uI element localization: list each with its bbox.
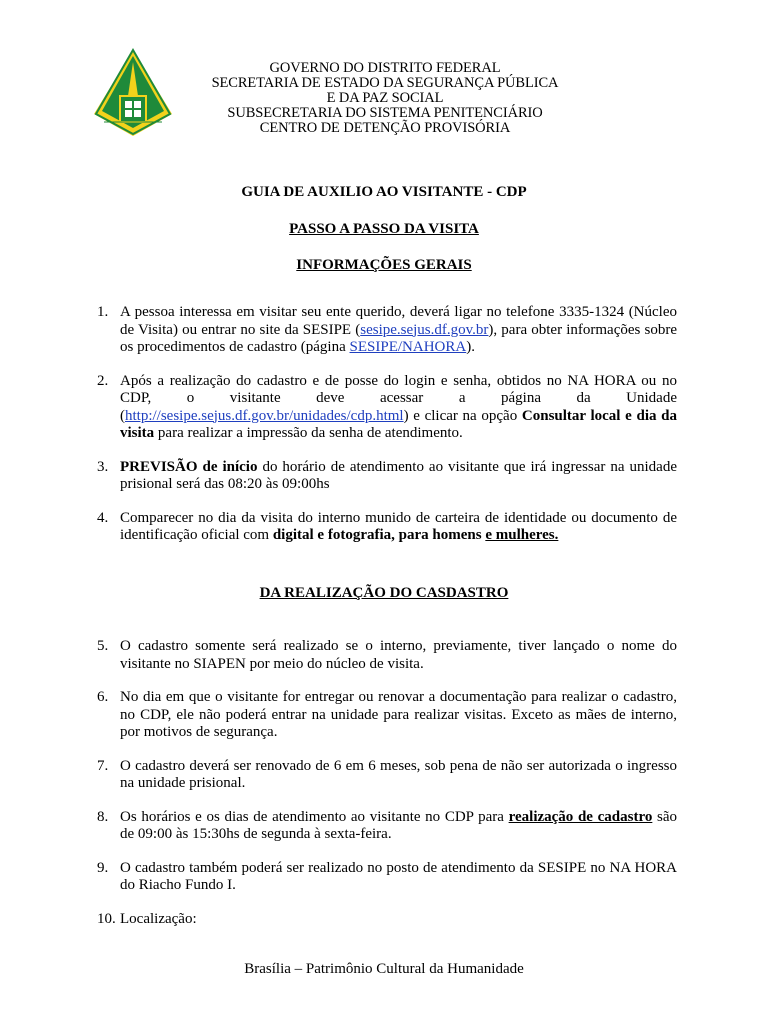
item-number: 1. bbox=[97, 304, 109, 320]
item-text: O cadastro deverá ser renovado de 6 em 6 meses, sob pena de não ser autorizada o ingresso na unidade prisional. bbox=[120, 757, 677, 791]
item-number: 9. bbox=[97, 859, 109, 876]
id-requirement-text: digital e fotografia, para homens bbox=[272, 527, 486, 543]
item-number: 3. bbox=[97, 458, 109, 475]
consult-visit-option-text: Consultar local e dia da visita bbox=[120, 407, 677, 441]
item-text-part: são de 09:00 às 15:30hs de segunda à sexta-feira. bbox=[120, 808, 677, 842]
item-text: Localização: bbox=[120, 910, 197, 927]
item-text: O cadastro também poderá ser realizado no posto de atendimento da SESIPE no NA HORA do Riacho Fundo I. bbox=[120, 859, 677, 893]
registration-title: DA REALIZAÇÃO DO CASDASTRO bbox=[259, 585, 509, 601]
item-text-part: ) e clicar na opção bbox=[403, 407, 522, 424]
item-number: 7. bbox=[97, 757, 109, 774]
item-text bbox=[120, 809, 677, 844]
list-item bbox=[97, 809, 677, 844]
item-number: 2. bbox=[97, 372, 109, 389]
guide-title: GUIA DE AUXILIO AO VISITANTE - CDP bbox=[241, 184, 527, 200]
list-item bbox=[97, 373, 677, 443]
women-requirement-text: e mulheres. bbox=[485, 527, 559, 543]
item-number: 4. bbox=[97, 509, 109, 526]
item-text-part: Comparecer no dia da visita do interno munido de carteira de identidade ou documento de identificação oficial com bbox=[120, 509, 677, 543]
list-item bbox=[97, 304, 677, 357]
sesipe-nahora-link[interactable]: SESIPE/NAHORA bbox=[349, 339, 467, 355]
item-number: 6. bbox=[97, 689, 109, 705]
page-footer: Brasília – Patrimônio Cultural da Humanidade bbox=[244, 961, 524, 977]
cdp-unit-page-link[interactable]: http://sesipe.sejus.df.gov.br/unidades/cdp.html bbox=[125, 407, 404, 424]
list-item bbox=[97, 860, 677, 895]
item-text: No dia em que o visitante for entregar ou renovar a documentação para realizar o cadastro, no CDP, ele não poderá entrar na unidade para realizar visitas. Exceto as mães de interno, por motivos de segurança. bbox=[120, 689, 677, 740]
item-text-part: para realizar a impressão da senha de atendimento. bbox=[154, 425, 463, 441]
item-text bbox=[120, 373, 677, 443]
item-number: 10. bbox=[97, 910, 116, 927]
item-text-part: Os horários e os dias de atendimento ao visitante no CDP para bbox=[120, 808, 509, 825]
general-info-title: INFORMAÇÕES GERAIS bbox=[296, 257, 472, 273]
item-number: 5. bbox=[97, 638, 109, 654]
header-line-social-peace: E DA PAZ SOCIAL bbox=[326, 90, 444, 106]
item-number: 8. bbox=[97, 808, 109, 825]
registration-list bbox=[97, 638, 677, 944]
start-forecast-text: PREVISÃO de início bbox=[120, 458, 258, 475]
header-line-subsecretariat: SUBSECRETARIA DO SISTEMA PENITENCIÁRIO bbox=[227, 105, 543, 121]
list-item bbox=[97, 758, 677, 793]
header-line-government: GOVERNO DO DISTRITO FEDERAL bbox=[269, 60, 501, 76]
item-text bbox=[120, 510, 677, 545]
header-line-secretariat: SECRETARIA DE ESTADO DA SEGURANÇA PÚBLICA bbox=[211, 75, 559, 91]
list-item bbox=[97, 689, 677, 742]
list-item bbox=[97, 459, 677, 494]
list-item bbox=[97, 638, 677, 673]
general-info-list bbox=[97, 304, 677, 561]
brasilia-coat-of-arms-emblem bbox=[92, 48, 174, 140]
item-text-part: A pessoa interessa em visitar seu ente querido, deverá ligar no telefone 3335-1324 (Núcleo de Visita) ou entrar no site da SESIPE ( bbox=[120, 304, 677, 338]
header-line-detention-center: CENTRO DE DETENÇÃO PROVISÓRIA bbox=[259, 120, 511, 136]
item-text-part: ). bbox=[466, 339, 475, 355]
sesipe-site-link[interactable]: sesipe.sejus.df.gov.br bbox=[360, 321, 489, 338]
list-item bbox=[97, 510, 677, 545]
item-text-part: Após a realização do cadastro e de posse do login e senha, obtidos no NA HORA ou no CDP, o visitante deve acessar a página da Unidade ( bbox=[120, 372, 677, 424]
item-text bbox=[120, 459, 677, 494]
item-text bbox=[120, 304, 677, 357]
steps-title: PASSO A PASSO DA VISITA bbox=[289, 221, 479, 237]
registration-hours-text: realização de cadastro bbox=[508, 808, 653, 825]
list-item bbox=[97, 911, 677, 929]
item-text: O cadastro somente será realizado se o interno, previamente, tiver lançado o nome do visitante no SIAPEN por meio do núcleo de visita. bbox=[120, 638, 677, 672]
item-text-part: ), para obter informações sobre os procedimentos de cadastro (página bbox=[120, 321, 677, 355]
item-text-part: do horário de atendimento ao visitante que irá ingressar na unidade prisional será das 08:20 às 09:00hs bbox=[120, 458, 678, 492]
institution-header bbox=[200, 61, 570, 136]
